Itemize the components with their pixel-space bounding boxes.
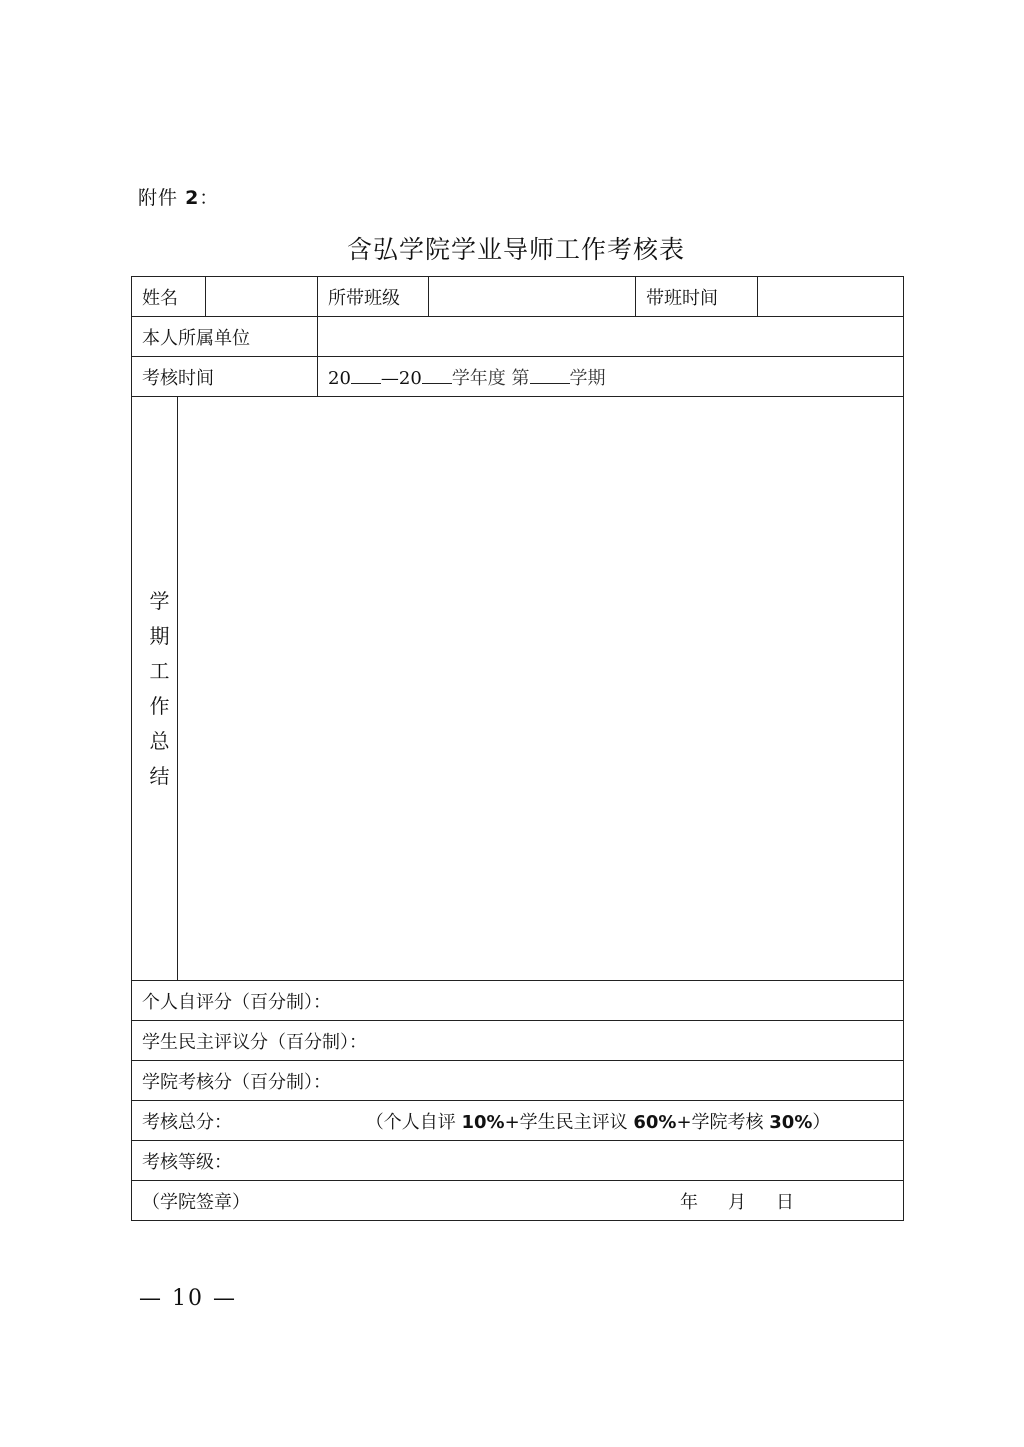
work-summary-label-cell [132, 397, 178, 981]
period-field[interactable] [758, 277, 904, 317]
class-field[interactable] [429, 277, 636, 317]
formula-college-pct: 30% [769, 1111, 813, 1133]
grade-field[interactable] [132, 1141, 904, 1181]
formula-student-pct: 60% [633, 1111, 677, 1133]
name-field[interactable] [206, 277, 318, 317]
year-start-blank[interactable] [351, 367, 381, 384]
date-day: 日 [776, 1191, 794, 1213]
row-work-summary [132, 397, 904, 981]
assessment-form-table [131, 276, 904, 1221]
row-assessment-time [132, 357, 904, 397]
attachment-text: 附件 [138, 187, 179, 209]
semester-blank[interactable] [530, 367, 570, 384]
row-basic-info [132, 277, 904, 317]
row-college-score [132, 1061, 904, 1101]
year-end-blank[interactable] [422, 367, 452, 384]
row-self-score [132, 981, 904, 1021]
total-score-label: 考核总分： [142, 1111, 232, 1133]
row-unit [132, 317, 904, 357]
name-label: 姓名 [132, 277, 206, 317]
formula-open: （个人自评 [365, 1111, 462, 1133]
college-score-field[interactable] [132, 1061, 904, 1101]
row-student-score [132, 1021, 904, 1061]
total-score-field[interactable] [132, 1101, 904, 1141]
self-score-label: 个人自评分（百分制）： [142, 991, 331, 1013]
unit-field[interactable] [318, 317, 904, 357]
year-start-prefix: 20 [328, 367, 351, 389]
unit-label: 本人所属单位 [132, 317, 318, 357]
formula-self-pct: 10% [461, 1111, 505, 1133]
attachment-colon: ： [199, 187, 220, 209]
row-total-score [132, 1101, 904, 1141]
score-formula [366, 1112, 831, 1133]
semester-prefix: 第 [511, 367, 530, 389]
row-grade [132, 1141, 904, 1181]
work-summary-label: 学期工作总结 [149, 588, 170, 788]
assessment-time-field[interactable] [318, 357, 904, 397]
seal-date [680, 1188, 794, 1214]
page-number: — 10 — [139, 1286, 237, 1311]
student-score-field[interactable] [132, 1021, 904, 1061]
college-score-label: 学院考核分（百分制）： [142, 1071, 331, 1093]
self-score-field[interactable] [132, 981, 904, 1021]
attachment-label [138, 183, 219, 210]
date-month: 月 [728, 1191, 746, 1213]
date-year: 年 [680, 1191, 698, 1213]
year-end-prefix: —20 [380, 367, 422, 389]
attachment-number: 2 [185, 187, 200, 209]
form-title: 含弘学院学业导师工作考核表 [346, 235, 685, 264]
seal-label: （学院签章） [142, 1191, 250, 1213]
grade-label: 考核等级： [142, 1151, 232, 1173]
formula-plus-student: +学生民主评议 [504, 1111, 634, 1133]
row-seal [132, 1181, 904, 1221]
student-score-label: 学生民主评议分（百分制）： [142, 1031, 367, 1053]
seal-field[interactable] [132, 1181, 904, 1221]
formula-close: ） [812, 1111, 831, 1133]
assessment-time-label: 考核时间 [132, 357, 318, 397]
semester-suffix: 学期 [569, 367, 606, 389]
formula-plus-college: +学院考核 [676, 1111, 770, 1133]
work-summary-field[interactable] [178, 397, 904, 981]
class-label: 所带班级 [318, 277, 429, 317]
academic-year-suffix: 学年度 [451, 367, 506, 389]
period-label: 带班时间 [636, 277, 758, 317]
